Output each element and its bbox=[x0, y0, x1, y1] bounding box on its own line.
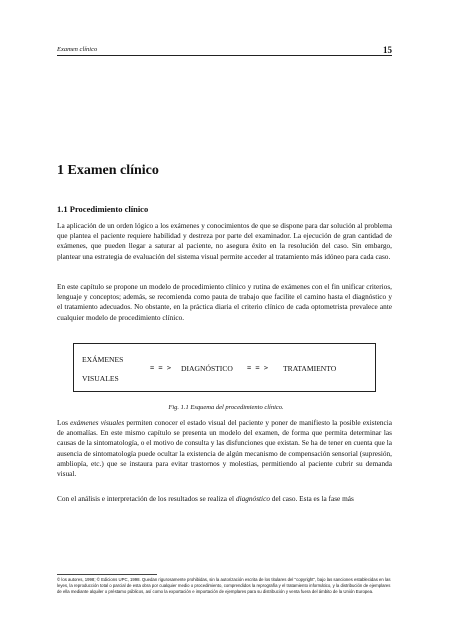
paragraph-diagnosis bbox=[57, 494, 392, 504]
paragraph-model: En este capítulo se propone un modelo de procedimiento clínico y rutina de exámenes con el fin unificar criterios, lenguaje y conceptos; además, se recomienda como pauta de trabajo que facilite el camino hasta el diagnóstico y el tratamiento adecuados. No obstante, en la práctica diaria el criterio clínico de cada optometrista prevalece ante cualquier modelo de procedimiento clínico. bbox=[57, 282, 392, 322]
diagram-arrow-1: = = > bbox=[150, 364, 172, 372]
paragraph-diagnosis-emphasis: diagnóstico bbox=[235, 494, 270, 503]
chapter-title: 1 Examen clínico bbox=[57, 163, 159, 178]
page-number: 15 bbox=[383, 45, 392, 55]
copyright-text: © los autores, 1998; © Edicions UPC, 1998. Quedan rigurosamente prohibidas, sin la autorización escrita de los titulares del "copyright", bajo las sanciones establecidas en las leyes, la reproducción total o parcial de esta obra por cualquier medio o procedimiento, comprendidos la reprografía y el tratamiento informático, y la distribución de ejemplares de ella mediante alquiler o préstamo públicos, así como la exportación e importación de ejemplares para su distribución y venta fuera del ámbito de la Unión Europea. bbox=[57, 577, 391, 594]
paragraph-exams-emphasis: exámenes visuales bbox=[70, 418, 125, 427]
footer-rule bbox=[57, 574, 157, 575]
diagram-diagnostico-label: DIAGNÓSTICO bbox=[181, 364, 233, 373]
section-title: 1.1 Procedimiento clínico bbox=[57, 204, 149, 214]
diagram-arrow-2: = = > bbox=[247, 364, 269, 372]
copyright-footer bbox=[57, 577, 392, 594]
paragraph-intro: La aplicación de un orden lógico a los exámenes y conocimientos de que se dispone para dar solución al problema que plantea el paciente requiere habilidad y destreza por parte del examinador. La ejecución de gran cantidad de exámenes, que pueden llegar a saturar al paciente, no asegura éxito en la resolución del caso. Sin embargo, plantear una estrategia de evaluación del sistema visual permite acceder al tratamiento más idóneo para cada caso. bbox=[57, 221, 392, 261]
diagram-visuales-label: VISUALES bbox=[82, 374, 119, 383]
paragraph-exams-text-b: permiten conocer el estado visual del paciente y poner de manifiesto la posible existencia de anomalías. En este mismo capítulo se presenta un modelo del examen, de forma que permita determinar las causas de la sintomatología, o el motivo de consulta y las disfunciones que existan. Se ha de tener en cuenta que la ausencia de sintomatología puede ocultar la existencia de algún mecanismo de compensación sensorial (supresión, ambliopía, etc.) que se instaura para evitar trastornos y molestias, permitiendo al paciente cubrir su demanda visual. bbox=[57, 418, 392, 479]
running-title: Examen clínico bbox=[57, 46, 98, 53]
running-header bbox=[57, 43, 392, 56]
procedure-diagram bbox=[73, 343, 376, 392]
figure-caption: Fig. 1.1 Esquema del procedimiento clínico. bbox=[168, 404, 284, 411]
diagram-examenes-label: EXÁMENES bbox=[82, 355, 124, 364]
paragraph-diagnosis-text-a: Con el análisis e interpretación de los resultados se realiza el bbox=[57, 494, 236, 503]
diagram-tratamiento-label: TRATAMIENTO bbox=[283, 364, 337, 373]
paragraph-diagnosis-text-b: del caso. Esta es la fase más bbox=[269, 494, 354, 503]
paragraph-exams-text-a: Los bbox=[57, 418, 71, 427]
paragraph-exams bbox=[57, 418, 392, 479]
